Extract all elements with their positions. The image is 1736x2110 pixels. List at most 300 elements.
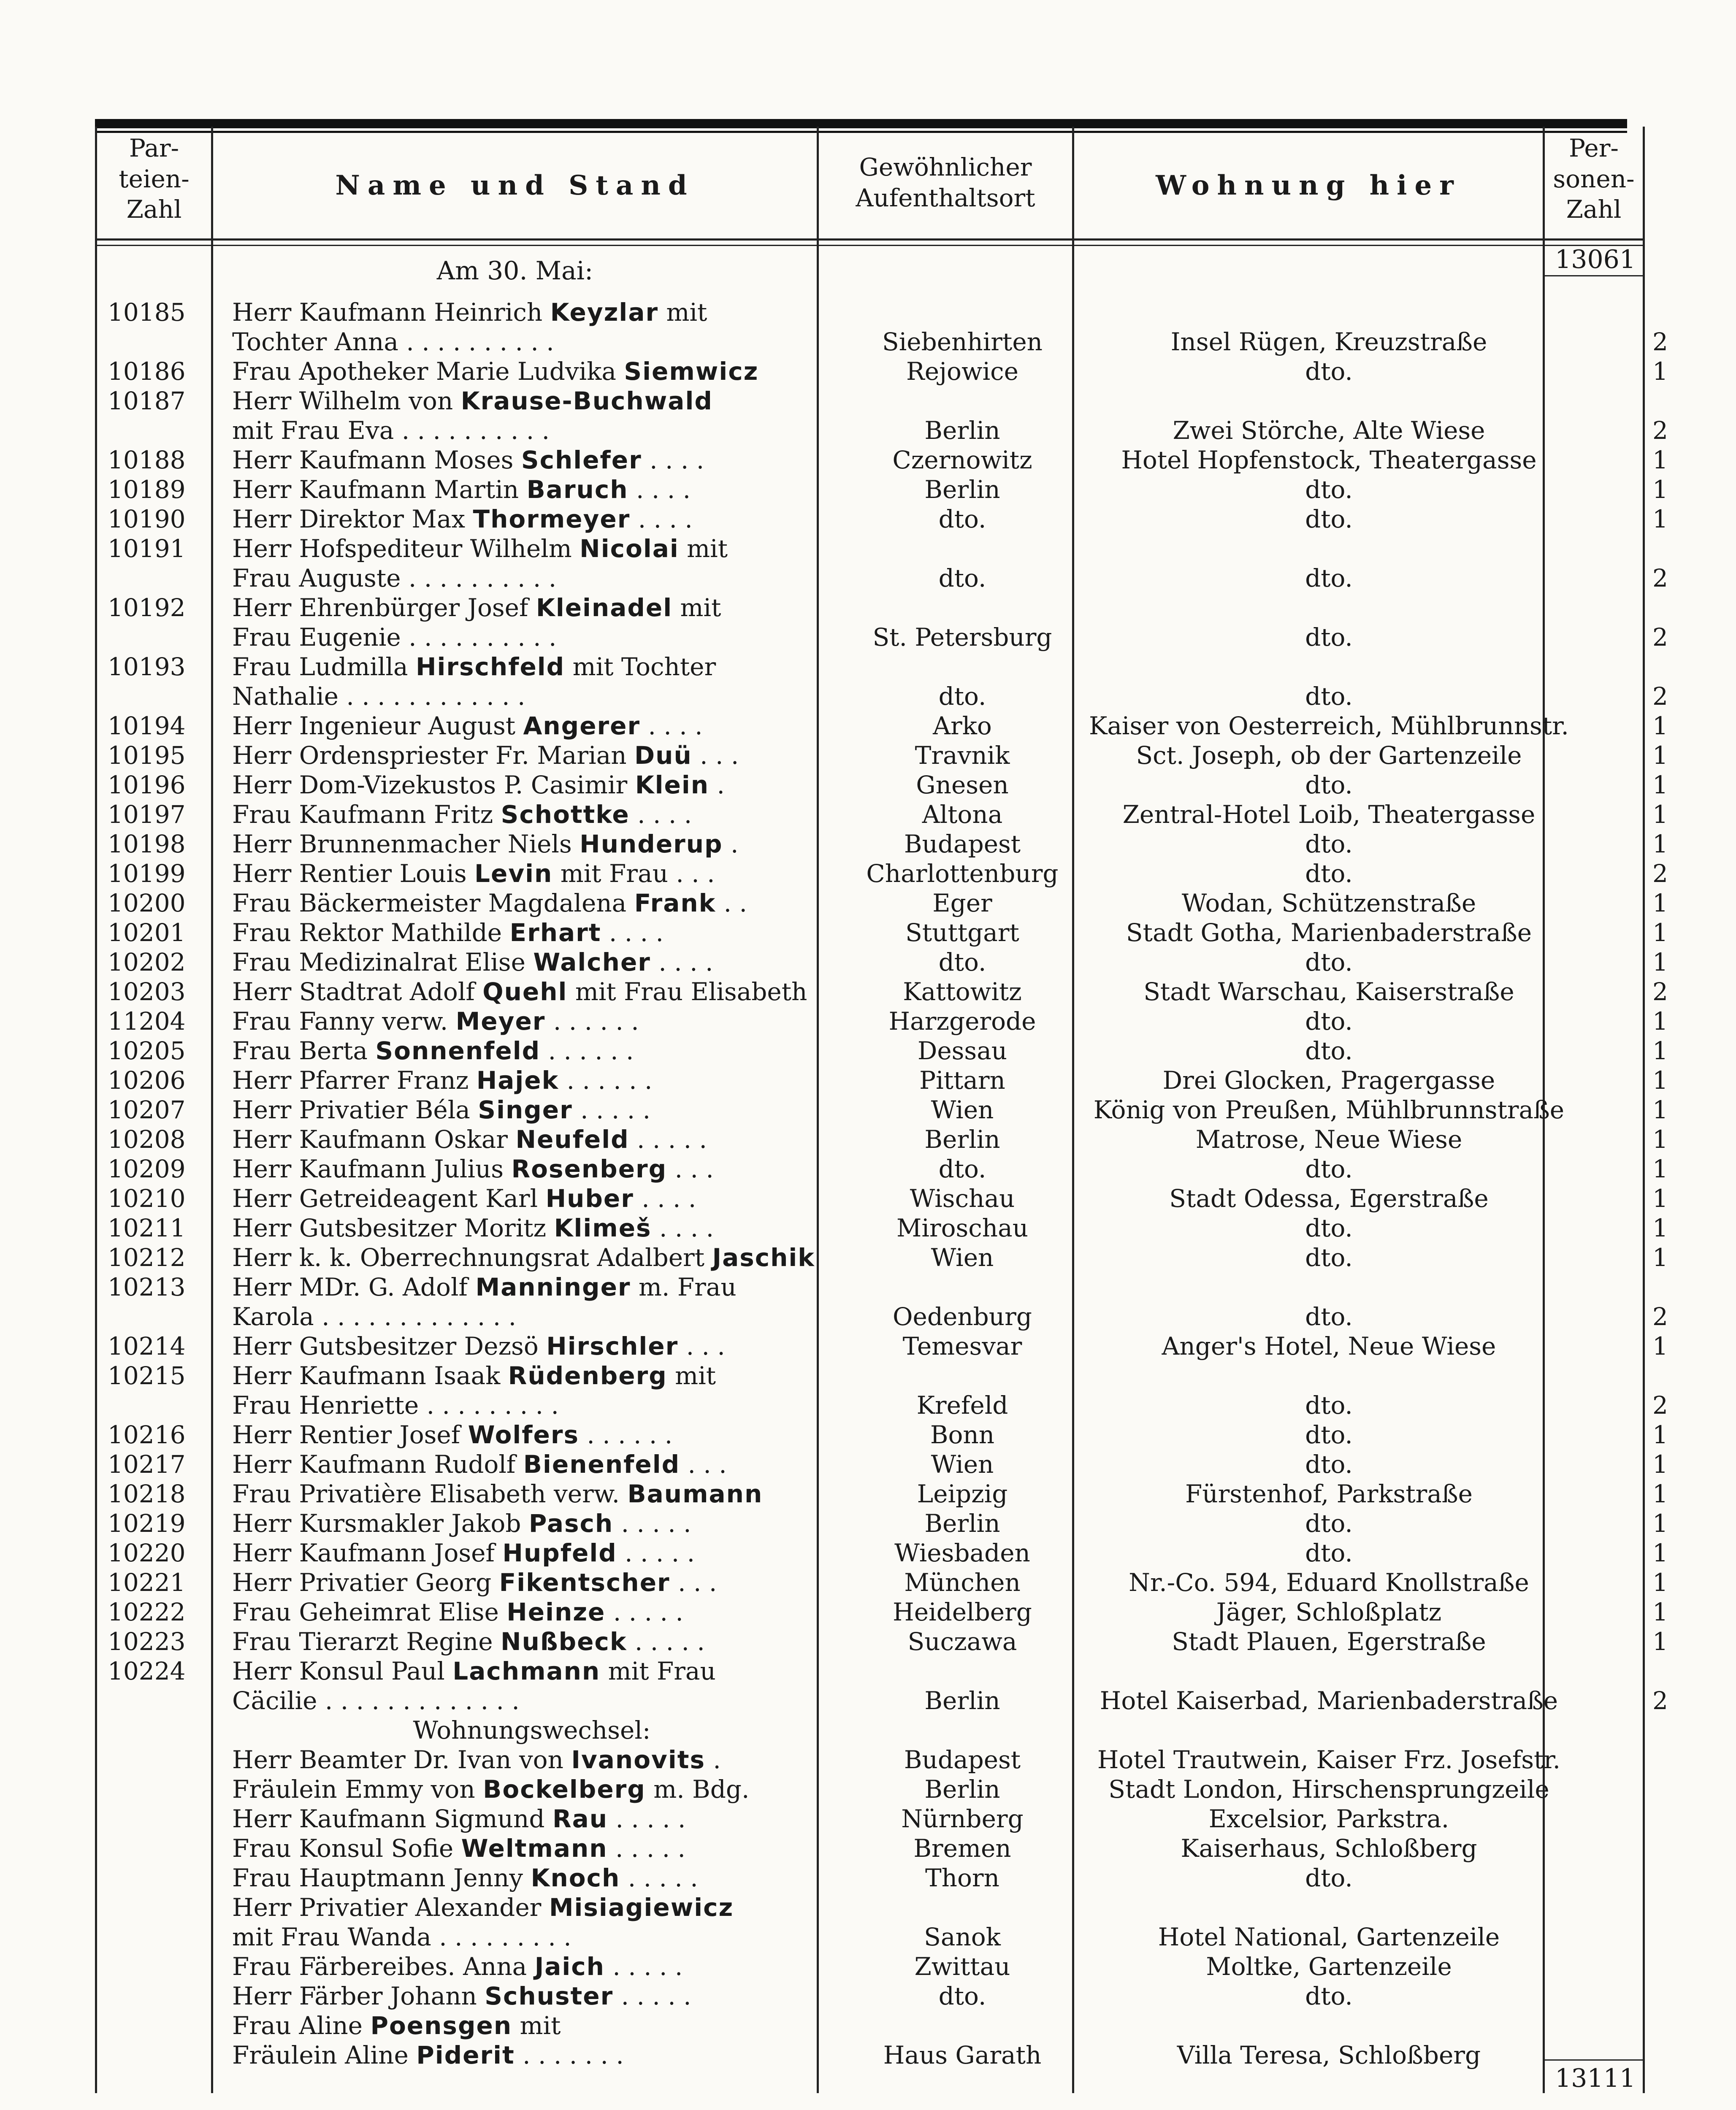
person-count: 1 [1652,505,1668,533]
guest-name [219,622,836,652]
party-number [99,1775,219,1804]
surname: Poensgen [370,2011,512,2040]
name-prefix: Frau Auguste . . . . . . . . . . [232,564,557,592]
person-count: 2 [1652,682,1668,711]
table-row [99,741,1681,770]
surname: Schottke [501,800,630,829]
name-suffix: . . . . . [613,1509,691,1538]
guest-name [219,1745,836,1775]
table-row [99,1834,1681,1863]
party-number: 10218 [108,1480,186,1508]
lodging [1089,2011,1569,2040]
person-count: 1 [1652,918,1668,947]
lodging: dto. [1305,859,1353,888]
name-suffix: mit Frau . . . [552,859,715,888]
guest-name [219,1922,836,1952]
table-row [99,1154,1681,1184]
guest-name [219,1095,836,1125]
name-prefix: Herr Kaufmann Rudolf [232,1450,523,1479]
usual-residence: Czernowitz [892,446,1032,474]
lodging [1089,1893,1569,1922]
usual-residence: Berlin [924,1775,1000,1804]
party-number [99,1686,219,1715]
party-number: 10217 [108,1450,186,1479]
surname: Hupfeld [502,1539,617,1567]
person-count: 1 [1652,711,1668,740]
usual-residence [836,1361,1089,1390]
guest-name [219,1361,836,1390]
party-number: 10185 [108,298,186,327]
guest-name [219,1863,836,1893]
guest-name [219,711,836,741]
surname: Rau [552,1804,608,1833]
final-total: 13111 [1555,2064,1636,2093]
lodging: Hotel Trautwein, Kaiser Frz. Josefstr. [1097,1745,1561,1774]
lodging: Stadt Odessa, Egerstraße [1169,1184,1489,1213]
person-count [1569,1922,1681,1952]
table-row [99,652,1681,682]
usual-residence: Berlin [924,1125,1000,1154]
usual-residence: Nürnberg [901,1804,1024,1833]
person-count: 1 [1652,1036,1668,1065]
header-name-and-status: Name und Stand [335,170,695,201]
lodging: Jäger, Schloßplatz [1216,1598,1442,1626]
person-count: 1 [1652,800,1668,829]
lodging: dto. [1305,682,1353,711]
person-count: 1 [1652,1627,1668,1656]
name-prefix: Herr Gutsbesitzer Dezsö [232,1332,547,1361]
party-number: 10211 [108,1214,186,1242]
lodging: Hotel National, Gartenzeile [1158,1923,1500,1951]
table-row [99,298,1681,327]
party-number [99,1302,219,1331]
table-row [99,1981,1681,2011]
table-row [99,2040,1681,2070]
table-row [99,445,1681,475]
person-count: 1 [1652,1420,1668,1449]
party-number [99,1804,219,1834]
surname: Walcher [533,948,651,977]
surname: Manninger [475,1273,631,1301]
name-suffix: . . . . . . . [515,2041,624,2069]
lodging: Kaiserhaus, Schloßberg [1181,1834,1477,1863]
guest-name [219,475,836,504]
guest-name [219,1981,836,2011]
usual-residence: Kattowitz [903,977,1022,1006]
usual-residence: dto. [938,1155,986,1183]
name-prefix: Herr Ingenieur August [232,711,523,740]
surname: Baruch [526,475,628,504]
person-count [1569,1715,1681,1745]
party-number: 10198 [108,830,186,858]
party-number: 10196 [108,771,186,799]
guest-name [219,1775,836,1804]
lodging: Hotel Kaiserbad, Marienbaderstraße [1100,1686,1558,1715]
surname: Weltmann [461,1834,608,1863]
party-number: 10216 [108,1420,186,1449]
guest-name [219,1125,836,1154]
name-prefix: Herr k. k. Oberrechnungsrat Adalbert [232,1243,712,1272]
party-number [99,416,219,445]
name-suffix: . . . . [650,948,713,977]
guest-name [219,563,836,593]
lodging: Stadt London, Hirschensprungzeile [1108,1775,1549,1804]
lodging: dto. [1305,357,1353,386]
party-number [99,1981,219,2011]
table-row [99,1775,1681,1804]
party-number: 10213 [108,1273,186,1301]
usual-residence: Berlin [924,416,1000,445]
lodging: dto. [1305,1539,1353,1567]
name-prefix: Frau Medizinalrat Elise [232,948,534,977]
name-prefix: Herr Konsul Paul [232,1657,453,1685]
name-suffix: . . . . . [620,1864,698,1892]
name-suffix: . . . . . [608,1804,686,1833]
usual-residence: dto. [938,948,986,977]
surname: Jaich [534,1952,605,1981]
table-row [99,327,1681,357]
guest-name [219,1272,836,1302]
surname: Siemwicz [624,357,759,386]
header-bottom-rule [95,238,1645,241]
usual-residence [836,2011,1089,2040]
surname: Pasch [528,1509,614,1538]
surname: Duü [634,741,692,770]
party-number: 10192 [108,593,186,622]
name-suffix: mit Tochter [565,652,716,681]
name-suffix: . . . . . . [559,1066,653,1095]
table-row [99,1213,1681,1243]
name-suffix: . . . . [640,711,703,740]
usual-residence: dto. [938,682,986,711]
guest-name [219,1331,836,1361]
person-count: 2 [1652,564,1668,592]
guest-name [219,1154,836,1184]
usual-residence: dto. [938,1982,986,2010]
lodging [1089,593,1569,622]
person-count: 2 [1652,623,1668,652]
surname: Baumann [627,1480,763,1508]
person-count: 1 [1652,771,1668,799]
person-count [1569,1834,1681,1863]
lodging: Anger's Hotel, Neue Wiese [1162,1332,1496,1361]
usual-residence: Suczawa [907,1627,1017,1656]
person-count: 1 [1652,1007,1668,1036]
name-prefix: Herr Privatier Béla [232,1096,478,1124]
lodging [1089,652,1569,682]
table-row [99,1538,1681,1568]
usual-residence: Haus Garath [883,2041,1042,2069]
person-count [1569,1952,1681,1981]
guest-name [219,1538,836,1568]
party-number: 10194 [108,711,186,740]
guest-name [219,2011,836,2040]
surname: Lachmann [452,1657,601,1685]
person-count [1569,1804,1681,1834]
name-prefix: Herr Kaufmann Josef [232,1539,503,1567]
surname: Keyzlar [550,298,659,327]
lodging [1089,386,1569,416]
lodging: dto. [1305,1420,1353,1449]
lodging [1089,534,1569,563]
party-number [99,1390,219,1420]
usual-residence [836,593,1089,622]
name-prefix: Frau Konsul Sofie [232,1834,461,1863]
table-row [99,918,1681,947]
name-suffix: . . . . . . [545,1007,639,1036]
usual-residence: Rejowice [906,357,1018,386]
usual-residence: Oedenburg [892,1302,1032,1331]
person-count [1569,1272,1681,1302]
top-thick-rule [95,119,1627,128]
table-row [99,504,1681,534]
guest-name [219,1479,836,1509]
usual-residence: Arko [933,711,992,740]
guest-name [219,1066,836,1095]
party-number: 10195 [108,741,186,770]
table-row [99,1863,1681,1893]
person-count [1569,593,1681,622]
lodging: Zwei Störche, Alte Wiese [1173,416,1485,445]
name-suffix: . . . . [634,1184,696,1213]
surname: Krause-Buchwald [460,387,713,415]
guest-name [219,1804,836,1834]
lodging: dto. [1305,1155,1353,1183]
person-count: 2 [1652,859,1668,888]
name-prefix: Frau Ludmilla [232,652,416,681]
table-row [99,1952,1681,1981]
lodging: Zentral-Hotel Loib, Theatergasse [1122,800,1536,829]
lodging: dto. [1305,830,1353,858]
table-row [99,888,1681,918]
guest-name [219,770,836,800]
guest-name [219,1390,836,1420]
guest-name [219,1715,836,1745]
party-number: 10222 [108,1598,186,1626]
party-number: 10208 [108,1125,186,1154]
usual-residence: Zwittau [914,1952,1010,1981]
lodging: dto. [1305,1509,1353,1538]
name-prefix: Frau Tierarzt Regine [232,1627,501,1656]
guest-name [219,1036,836,1066]
person-count: 2 [1652,327,1668,356]
surname: Heinze [506,1598,606,1626]
surname: Sonnenfeld [375,1036,541,1065]
name-prefix: Wohnungswechsel: [413,1716,651,1745]
name-suffix: . . . . . [629,1125,707,1154]
surname: Angerer [523,711,641,740]
name-prefix: Herr MDr. G. Adolf [232,1273,476,1301]
table-row [99,1006,1681,1036]
guest-name [219,1184,836,1213]
surname: Frank [634,889,716,917]
surname: Bockelberg [483,1775,646,1804]
name-prefix: Herr Kaufmann Julius [232,1155,512,1183]
person-count [1569,1745,1681,1775]
name-prefix: Herr Kaufmann Martin [232,475,527,504]
surname: Hajek [476,1066,559,1095]
person-count: 1 [1652,889,1668,917]
name-prefix: mit Frau Wanda . . . . . . . . . [232,1923,571,1951]
guest-name [219,593,836,622]
name-prefix: Tochter Anna . . . . . . . . . . [232,327,554,356]
table-row [99,977,1681,1006]
guest-name [219,652,836,682]
name-prefix: Frau Rektor Mathilde [232,918,510,947]
usual-residence: Stuttgart [905,918,1019,947]
guest-register-table [99,298,1681,2070]
lodging: Wodan, Schützenstraße [1181,889,1476,917]
person-count: 1 [1652,1598,1668,1626]
carry-over-total: 13061 [1555,245,1636,274]
guest-name [219,1302,836,1331]
header-lodging-here: Wohnung hier [1156,170,1461,201]
name-suffix: . . . . [642,446,704,474]
person-count [1569,1775,1681,1804]
usual-residence: Berlin [924,1509,1000,1538]
person-count: 2 [1652,1302,1668,1331]
surname: Schuster [485,1982,614,2010]
person-count: 1 [1652,948,1668,977]
table-row [99,1125,1681,1154]
lodging: Nr.-Co. 594, Eduard Knollstraße [1129,1568,1529,1597]
lodging: dto. [1305,1391,1353,1420]
surname: Levin [474,859,553,888]
table-row [99,416,1681,445]
table-row [99,475,1681,504]
person-count [1569,1656,1681,1686]
name-suffix: . . . . [601,918,664,947]
surname: Schlefer [521,446,642,474]
usual-residence: Leipzig [917,1480,1008,1508]
table-row [99,1597,1681,1627]
surname: Klein [635,771,710,799]
table-row [99,1479,1681,1509]
name-suffix: . . . . . . [540,1036,634,1065]
table-row [99,1922,1681,1952]
person-count: 1 [1652,1332,1668,1361]
usual-residence: Eger [932,889,992,917]
guest-name [219,357,836,386]
party-number: 10190 [108,505,186,533]
lodging: dto. [1305,1243,1353,1272]
name-prefix: Frau Fanny verw. [232,1007,456,1036]
lodging: dto. [1305,1036,1353,1065]
party-number [99,1715,219,1745]
party-number [99,327,219,357]
surname: Hirschler [546,1332,679,1361]
name-suffix: mit [658,298,707,327]
name-prefix: Frau Privatière Elisabeth verw. [232,1480,628,1508]
lodging: Kaiser von Oesterreich, Mühlbrunnstr. [1089,711,1569,740]
person-count: 1 [1652,1450,1668,1479]
lodging [1089,298,1569,327]
guest-name [219,504,836,534]
guest-name [219,534,836,563]
name-prefix: Herr Direktor Max [232,505,473,533]
guest-name [219,445,836,475]
party-number: 10202 [108,948,186,977]
table-row [99,1450,1681,1479]
name-prefix: Nathalie . . . . . . . . . . . . [232,682,525,711]
name-suffix: . . . [670,1568,717,1597]
name-prefix: Herr Pfarrer Franz [232,1066,477,1095]
lodging: Insel Rügen, Kreuzstraße [1170,327,1487,356]
party-number: 10221 [108,1568,186,1597]
party-number [99,563,219,593]
person-count: 1 [1652,1214,1668,1242]
name-prefix: Frau Apotheker Marie Ludvika [232,357,624,386]
header-person-count: Per- sonen- Zahl [1553,134,1635,224]
name-suffix: mit Frau Elisabeth [567,977,807,1006]
person-count: 2 [1652,977,1668,1006]
name-suffix: . . . . [628,475,691,504]
guest-name [219,682,836,711]
name-prefix: Herr Privatier Georg [232,1568,499,1597]
table-row [99,2011,1681,2040]
lodging [1089,1656,1569,1686]
person-count: 1 [1652,1243,1668,1272]
name-suffix: mit [679,534,728,563]
party-number [99,1893,219,1922]
table-row [99,534,1681,563]
name-suffix: mit [512,2011,561,2040]
lodging: dto. [1305,1007,1353,1036]
party-number [99,2011,219,2040]
name-prefix: Herr Rentier Josef [232,1420,468,1449]
guest-name [219,1568,836,1597]
table-row [99,1302,1681,1331]
surname: Piderit [416,2041,515,2069]
lodging: dto. [1305,1302,1353,1331]
surname: Kleinadel [536,593,673,622]
lodging: Drei Glocken, Pragergasse [1162,1066,1495,1095]
person-count [1569,298,1681,327]
person-count: 2 [1652,1391,1668,1420]
guest-name [219,918,836,947]
person-count [1569,534,1681,563]
party-number [99,1922,219,1952]
name-suffix: . . . . [651,1214,714,1242]
party-number: 10186 [108,357,186,386]
usual-residence: Wischau [910,1184,1015,1213]
usual-residence: Heidelberg [893,1598,1032,1626]
person-count: 1 [1652,1155,1668,1183]
table-row [99,1804,1681,1834]
table-row [99,1184,1681,1213]
name-prefix: Herr Rentier Louis [232,859,475,888]
name-prefix: Herr Beamter Dr. Ivan von [232,1745,571,1774]
surname: Fikentscher [499,1568,670,1597]
party-number: 10200 [108,889,186,917]
name-prefix: Frau Berta [232,1036,376,1065]
name-prefix: Herr Ordenspriester Fr. Marian [232,741,635,770]
usual-residence: dto. [938,505,986,533]
name-prefix: Frau Aline [232,2011,371,2040]
lodging: dto. [1305,564,1353,592]
guest-name [219,977,836,1006]
party-number: 10206 [108,1066,186,1095]
name-suffix: mit [667,1361,716,1390]
person-count: 1 [1652,1125,1668,1154]
name-prefix: Herr Ehrenbürger Josef [232,593,536,622]
surname: Quehl [482,977,568,1006]
party-number [99,1745,219,1775]
name-prefix: Herr Kaufmann Sigmund [232,1804,552,1833]
person-count: 1 [1652,830,1668,858]
surname: Meyer [455,1007,546,1036]
lodging: dto. [1305,1864,1353,1892]
